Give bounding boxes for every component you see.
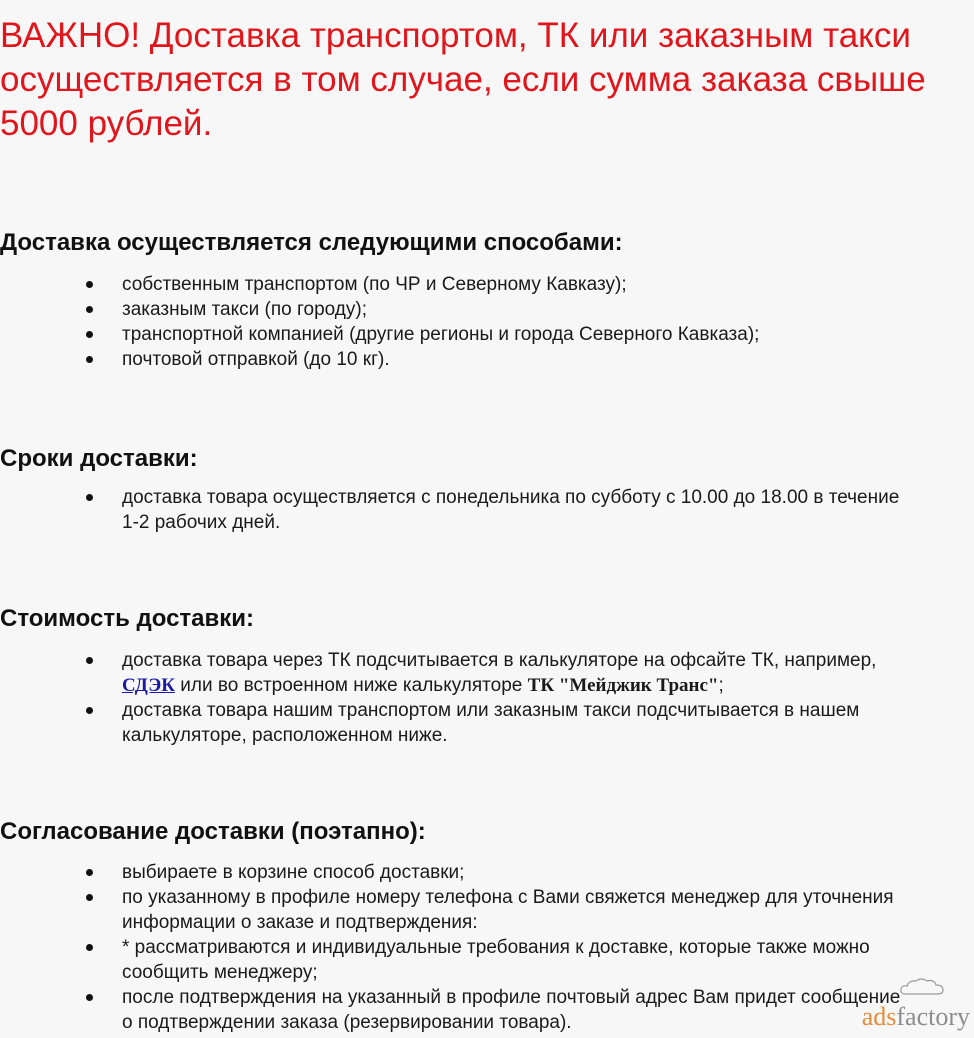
list-item: по указанному в профиле номеру телефона с Вами свяжется менеджер для уточнения информации о заказе и подтверждения: (0, 885, 915, 935)
cost-text: или во встроенном ниже калькуляторе (174, 675, 528, 696)
cost-text: ; (718, 675, 724, 696)
list-item: доставка товара осуществляется с понедельника по субботу с 10.00 до 18.00 в течение 1-2 рабочих дней. (0, 485, 920, 535)
terms-list (0, 485, 920, 535)
list-item: собственным транспортом (по ЧР и Северному Кавказу); (0, 272, 930, 297)
cost-title: Стоимость доставки: (0, 605, 255, 632)
list-item: доставка товара нашим транспортом или заказным такси подсчитывается в нашем калькуляторе, расположенном ниже. (0, 698, 915, 748)
watermark-part: ads (861, 1002, 897, 1031)
approval-list (0, 860, 915, 1035)
watermark-part: factory (896, 1002, 970, 1031)
list-item: выбираете в корзине способ доставки; (0, 860, 915, 885)
list-item: почтовой отправкой (до 10 кг). (0, 347, 930, 372)
magic-trans-label: ТК "Мейджик Транс" (527, 675, 719, 696)
methods-title: Доставка осуществляется следующими способами: (0, 229, 623, 256)
approval-title: Согласование доставки (поэтапно): (0, 818, 426, 845)
delivery-warning: ВАЖНО! Доставка транспортом, ТК или заказным такси осуществляется в том случае, если сумма заказа свыше 5000 рублей. (0, 16, 926, 143)
methods-list (0, 272, 930, 372)
cloud-icon (898, 976, 948, 998)
terms-title: Сроки доставки: (0, 445, 198, 472)
adsfactory-watermark (862, 1002, 970, 1032)
list-item: транспортной компанией (другие регионы и города Северного Кавказа); (0, 322, 930, 347)
list-item: после подтверждения на указанный в профиле почтовый адрес Вам придет сообщение о подтверждении заказа (резервировании товара). (0, 985, 915, 1035)
cost-text: доставка товара через ТК подсчитывается в калькуляторе на офсайте ТК, например, (122, 650, 877, 671)
cdek-link[interactable]: СДЭК (122, 675, 175, 696)
cost-list (0, 648, 915, 748)
list-item (0, 648, 915, 698)
list-item: * рассматриваются и индивидуальные требования к доставке, которые также можно сообщить менеджеру; (0, 935, 915, 985)
list-item: заказным такси (по городу); (0, 297, 930, 322)
